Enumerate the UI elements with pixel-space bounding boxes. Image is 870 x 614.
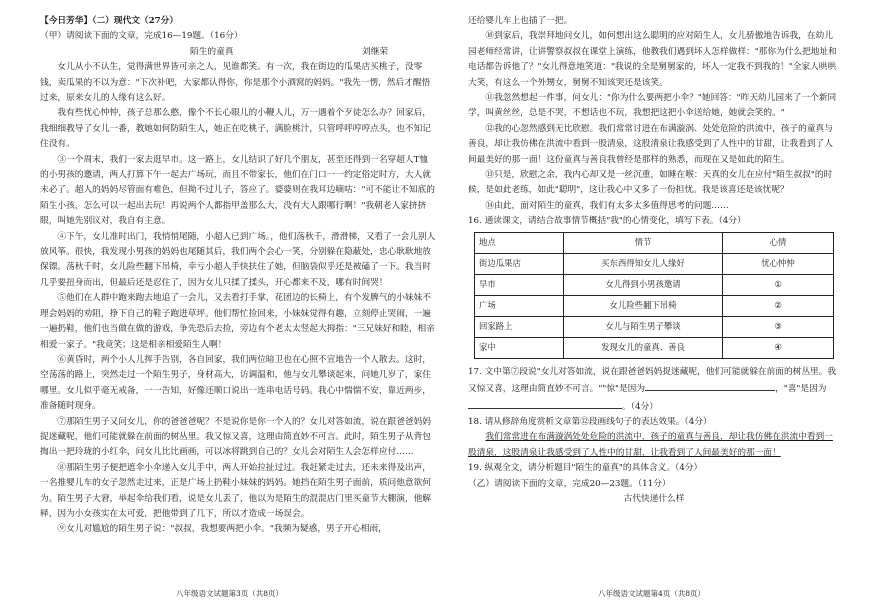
answer-cell[interactable]: ② xyxy=(723,295,834,316)
paragraph-6: ⑥黄昏时，两个小人儿挥手告别，各自回家，我们两位暗卫也在心照不宣地告一个人散去。这时，空荡荡的路上，突然走过一个陌生男子，身材高大，访调温和，他与女儿攀谈起来，问她几岁了，家住哪里。女儿似乎毫无戒备，一一告知，好像还顺口说出一连串电话号码。我心中惴惴不安，靠近两步，准备随时现身。 xyxy=(40,354,431,412)
answer-cell[interactable]: ③ xyxy=(723,316,834,337)
question-17-score: 。（4分） xyxy=(622,401,658,412)
paragraph-13: ⑬只是，欣慰之余，我内心却又是一丝沉重，如睡在喉：天真的女儿在应付"陌生叔叔"的时候，是如此老练，如此"聪明"，这让我心中又多了一份担忧。我是该喜还是该忧呢？ xyxy=(468,170,833,196)
question-17-text-b: ，"喜"是因为 xyxy=(775,384,827,395)
table-header-row xyxy=(475,232,834,253)
paragraph-14: ⑭由此，面对陌生的童真，我们有太多太多值得思考的问题…… xyxy=(485,200,729,211)
part-b-title: 古代快递什么样 xyxy=(623,493,685,504)
question-19: 19. 纵观全文，请分析题目"陌生的童真"的具体含义。（4分） xyxy=(468,463,703,474)
paragraph-12: ⑫我的心忽然感到无比欣慰。我们常常讨进在布满漩涡、处处危险的洪流中，孩子的童真与善良，却让我仿佛在洪流中看到一股清泉，这股清泉让我感受到了人性中的甘甜，让我看到了人间最美好的那一面！这份童真与善良我曾经是那样的熟悉，而现在又是如此的陌生。 xyxy=(468,123,833,165)
paragraph-9-cont: 还给婴儿车上也插了一把。 xyxy=(468,16,573,26)
table-cell: 女儿得到小男孩邀请 xyxy=(564,274,723,295)
part-b-intro: （乙）请阅读下面的文章，完成20—23题。（11分） xyxy=(468,478,671,489)
page-footer-right: 八年级语文试题第4页（共8页） xyxy=(598,589,706,598)
table-cell: 回家路上 xyxy=(475,316,564,337)
answer-blank[interactable] xyxy=(468,398,622,409)
paragraph-8: ⑧那陌生男子便把遮伞小伞递入女儿手中，两人开始拉扯过过。我赶紧走过去，还未来得及出声，一名推婴儿车的女子忽然走过来，正是广场上扔鞋小妹妹的妈妈。她挡在陌生男子面前，质问他意欲何为。陌生男子大窘，举起伞给我们看，说是女儿丢了，他以为是陌生的混混店门里买童节大棚演，他解释，因为小女孩实在太可爱，把他带到了几下，所以才造成一场误会。 xyxy=(40,462,431,519)
left-column xyxy=(40,14,436,538)
page-footer-left: 八年级语文试题第3页（共8页） xyxy=(176,589,284,598)
table-cell: 早市 xyxy=(475,274,564,295)
table-cell: 广场 xyxy=(475,295,564,316)
section-header: 【今日芳华】（二）现代文（27分） xyxy=(40,16,179,26)
table-row xyxy=(475,253,834,274)
table-cell: 发现女儿的童真、善良 xyxy=(564,337,723,358)
paragraph-1: 女儿从小不认生，觉得满世界皆可亲之人，见谁都笑。有一次，我在街边的瓜果店买桃子，没零钱，卖瓜果的不以为意："下次补吧，大家都认得你，你是那个小酒窝的妈妈。"我先一愣，然后才醒悟过来，原来女儿的人缘有这么好。 xyxy=(40,62,431,104)
paragraph-3: ③一个周末，我们一家去逛早市。这一路上，女儿结识了好几个朋友，甚至还得到一名穿超人T恤的小男孩的邀请，两人打算下午一起去广场玩，而且不带家长，他们在门口一一约定俗定时方，大人就未必了。超人的妈妈尽管面有难色，但拗不过儿子，答应了。婆婆则在我耳边嘀咕："可不能让不知底的陌生小孩，怎么可以一起出去玩！再说两个人都指甲盖那么大，没有大人跟哪行啊！"我朝老人家挤挤眼，叫她先别议对，我自有主意。 xyxy=(40,154,435,227)
paragraph-11: ⑪我忽然想起一件事，问女儿："你为什么要两把小伞？"她回答："昨天幼儿园来了一个新同学，叫黄丝丝，总是不哭，不想话也不玩，我想把这把小伞送给她，她就会笑的。" xyxy=(468,93,837,119)
paragraph-7: ⑦那陌生男子又问女儿，你的爸爸爸呢？不是说你是你一个人的？女儿对答如流，说在跟爸爸妈妈捉迷藏呢，他们可能就躲在前面的树丛里。我又惊又喜，这理由简直妙不可言。此时，陌生男子从背包掏出一把玲珑的小红伞，问女儿比比画画，可以冰将跳到自己的？女儿会对陌生人会怎样应付…… xyxy=(40,416,431,458)
article-author: 刘继荣 xyxy=(362,46,389,57)
plot-mood-table xyxy=(474,232,834,359)
paragraph-10: ⑩到家后，我崇拜地问女儿，如何想出这么聪明的应对陌生人，女儿骄傲地告诉我，在幼儿园老师经常讲，让讲警察叔叔在课堂上演练，他教我们遇到坏人怎样做样："那你为什么把地址和电话都告诉他了？"女儿得意地笑道："我说的全是舅舅家的，坏人一定我不到我的！"全家人哄哄大笑，有这么一个外甥女，舅舅不知该哭还是该笑。 xyxy=(468,31,837,88)
question-17-text: 17. 文中第⑦段说"女儿对答如流，说在跟爸爸妈妈捉迷藏呢，他们可能就躲在前面的树丛里。我又惊又喜，这理由简直妙不可言。""惊"是因为 xyxy=(468,366,837,395)
paragraph-2: 我有些忧心忡忡，孩子总那么憨，像个不长心眼儿的小鞭人儿，万一遇着个歹徒怎么办？回家后，我细细教导了女儿一番，教她如何防陌生人，她正在吃桃子，满脸桃汁，只管呼呼哼哼点头，也不知记住没有。 xyxy=(40,108,431,150)
question-18-quote: 我们常常进在布满漩涡处处危险的洪流中，孩子的童真与善良，却让我仿佛在洪流中看到一股清泉，这股清泉让我感受到了人性中的甘甜，让我看到了人间最美好的那一面！ xyxy=(468,432,833,458)
table-header: 情节 xyxy=(564,232,723,253)
part-a-intro: （甲）请阅读下面的文章，完成16—19题。（16分） xyxy=(40,31,243,42)
table-cell: 忧心忡忡 xyxy=(723,253,834,274)
question-16: 16. 通读课文，请结合故事情节概括"我"的心情变化，填写下表。（4分） xyxy=(468,216,746,227)
article-title-row xyxy=(40,45,436,60)
answer-cell[interactable]: ① xyxy=(723,274,834,295)
table-header: 地点 xyxy=(475,232,564,253)
right-column xyxy=(468,14,840,507)
answer-cell[interactable]: ④ xyxy=(723,337,834,358)
table-row xyxy=(475,337,834,358)
question-17 xyxy=(468,365,840,415)
table-cell: 女儿与陌生男子攀谈 xyxy=(564,316,723,337)
table-cell: 街边瓜果店 xyxy=(475,253,564,274)
paragraph-4: ④下午，女儿准时出门，我悄悄尾随，小超人已到广场。，他们荡秋千，滑滑梯，又看了一会儿别人放风筝。很快，我发现小男孩的妈妈也尾随其后，我们两个会心一笑，分别躲在隐蔽处，忠心耿耿地放保镖。荡秋千时，女儿险些翻下吊椅，幸亏小超人手快扶住了她，但脑袋似乎还是被磕了一下。我当时几乎要扭身而出，但最后还是忍住了，因为女儿只揉了揉头，开心都来不及，哪有时间哭！ xyxy=(40,231,436,288)
table-cell: 家中 xyxy=(475,337,564,358)
table-cell: 买东西得知女儿人缘好 xyxy=(564,253,723,274)
paragraph-5: ⑤他们在人群中跑来跑去地追了一会儿，又去看打手掌，花团边的长椅上，有个发脾气的小妹妹不理会妈妈的劝阻，挣下自己的鞋子跑进草坪。他们帮忙捡回来，小妹妹觉得有趣，立刻停止哭闹，一遍一遍扔鞋，他们也当做在做的游戏，争先恐后去捡，旁边有个老太太竖起大拇指："三兄妹好和睦，相亲相爱一家子。"我竟笑；这是相亲相爱陌生人啊！ xyxy=(40,293,435,350)
table-row xyxy=(475,295,834,316)
article-title: 陌生的童真 xyxy=(190,46,234,57)
table-cell: 女儿险些翻下吊椅 xyxy=(564,295,723,316)
table-row xyxy=(475,316,834,337)
question-18: 18. 请从修辞角度赏析文章第⑫段画线句子的表达效果。（4分） xyxy=(468,416,712,427)
table-header: 心情 xyxy=(723,232,834,253)
table-row xyxy=(475,274,834,295)
paragraph-9: ⑨女儿对尴尬的陌生男子说："叔叔，我想要两把小伞。"我频为疑惑，男子开心相雨， xyxy=(57,524,387,535)
answer-blank[interactable] xyxy=(645,380,775,391)
